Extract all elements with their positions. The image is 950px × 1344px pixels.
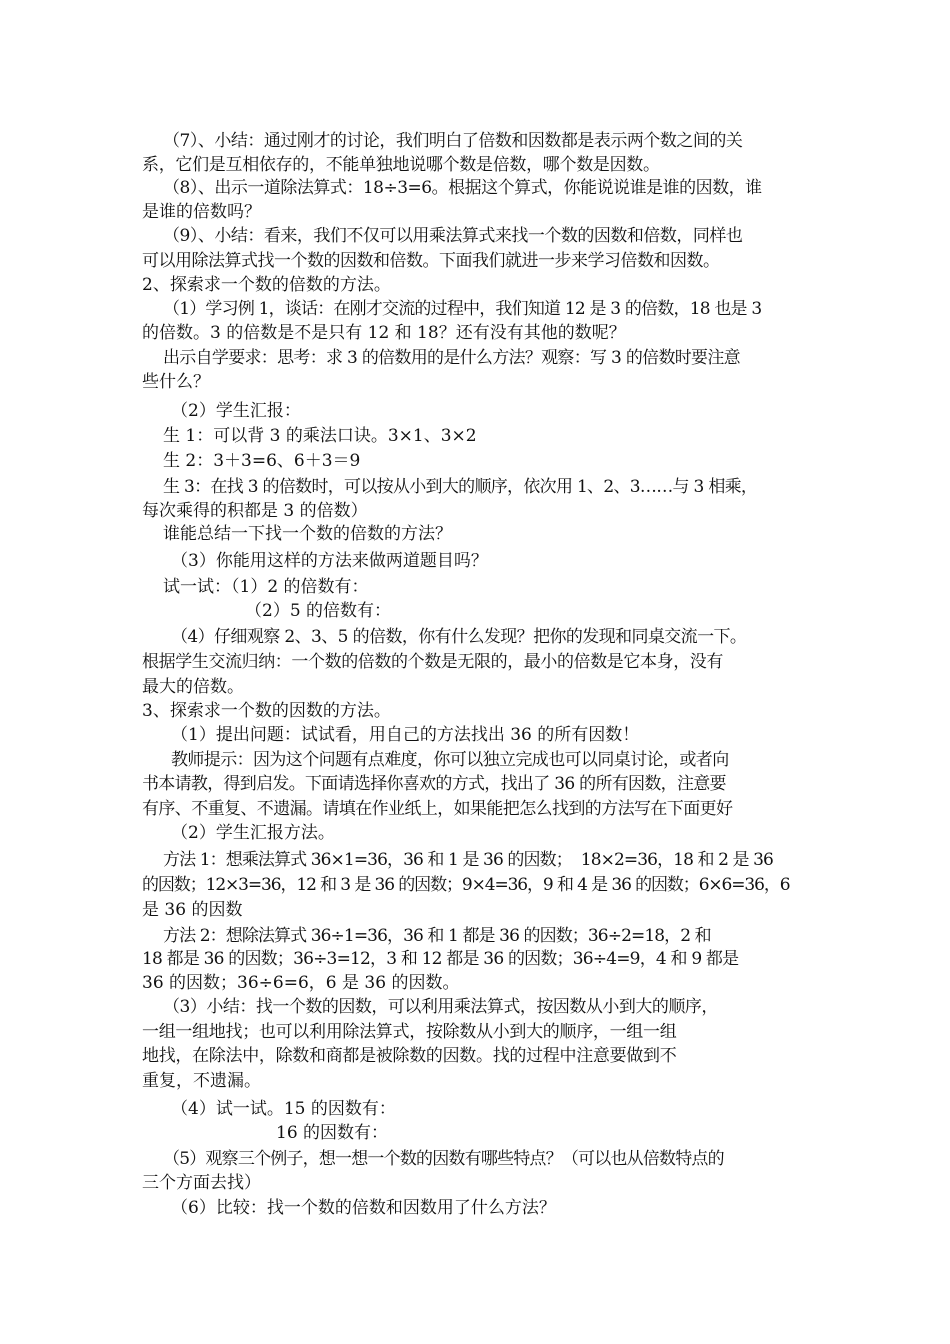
text-line: （4）仔细观察 2、3、5 的倍数，你有什么发现？把你的发现和同桌交流一下。 — [171, 627, 747, 647]
text-line: 每次乘得的积都是 3 的倍数） — [142, 501, 368, 521]
text-line: 方法 2：想除法算式 36÷1=36，36 和 1 都是 36 的因数；36÷2=18，2 和 — [163, 926, 711, 946]
text-line: 生 1：可以背 3 的乘法口诀。3×1、3×2 — [163, 426, 477, 446]
text-line: （4）试一试。15 的因数有： — [171, 1099, 396, 1119]
text-line: 的因数；12×3=36，12 和 3 是 36 的因数；9×4=36，9 和 4 是 36 的因数；6×6=36，6 — [142, 875, 790, 895]
text-line: （8）、出示一道除法算式：18÷3=6。根据这个算式，你能说说谁是谁的因数，谁 — [163, 178, 762, 198]
text-line: 是 36 的因数 — [142, 900, 243, 920]
text-line: （6）比较：找一个数的倍数和因数用了什么方法？ — [171, 1198, 556, 1218]
text-line: 36 的因数；36÷6=6，6 是 36 的因数。 — [142, 973, 460, 993]
text-line: 方法 1：想乘法算式 36×1=36，36 和 1 是 36 的因数； 18×2=36，18 和 2 是 36 — [163, 850, 773, 870]
text-line: 书本请教，得到启发。下面请选择你喜欢的方式，找出了 36 的所有因数，注意要 — [142, 774, 726, 794]
text-line: 根据学生交流归纳：一个数的倍数的个数是无限的，最小的倍数是它本身，没有 — [142, 652, 723, 672]
text-line: （2）学生汇报方法。 — [171, 823, 335, 843]
text-line: 最大的倍数。 — [142, 677, 244, 697]
text-line: 一组一组地找；也可以利用除法算式，按除数从小到大的顺序，一组一组 — [142, 1022, 677, 1042]
text-line: 出示自学要求：思考：求 3 的倍数用的是什么方法？观察：写 3 的倍数时要注意 — [163, 348, 740, 368]
text-line: 生 2：3＋3=6、6＋3＝9 — [163, 451, 361, 471]
text-line: （2）学生汇报： — [171, 401, 301, 421]
text-line: 三个方面去找） — [142, 1173, 261, 1193]
text-line: 系，它们是互相依存的，不能单独地说哪个数是倍数，哪个数是因数。 — [142, 155, 660, 175]
text-line: 试一试：（1）2 的倍数有： — [163, 577, 369, 597]
text-line: （3）你能用这样的方法来做两道题目吗？ — [171, 551, 488, 571]
text-line: 教师提示：因为这个问题有点难度，你可以独立完成也可以同桌讨论，或者向 — [171, 750, 729, 770]
text-line: （1）学习例 1，谈话：在刚才交流的过程中，我们知道 12 是 3 的倍数，18 也是 3 — [163, 299, 762, 319]
section-heading: 2、探索求一个数的倍数的方法。 — [142, 275, 391, 295]
text-line: 是谁的倍数吗？ — [142, 202, 261, 222]
text-line: 地找，在除法中，除数和商都是被除数的因数。找的过程中注意要做到不 — [142, 1046, 677, 1066]
text-line: 的倍数。3 的倍数是不是只有 12 和 18？还有没有其他的数呢？ — [142, 323, 626, 343]
text-line: （1）提出问题：试试看，用自己的方法找出 36 的所有因数！ — [171, 725, 640, 745]
text-line: （9）、小结：看来，我们不仅可以用乘法算式来找一个数的因数和倍数，同样也 — [163, 226, 743, 246]
text-line: 有序、不重复、不遗漏。请填在作业纸上，如果能把怎么找到的方法写在下面更好 — [142, 799, 733, 819]
text-line: （5）观察三个例子，想一想一个数的因数有哪些特点？（可以也从倍数特点的 — [163, 1149, 724, 1169]
text-line: 些什么？ — [142, 372, 210, 392]
text-line: 可以用除法算式找一个数的因数和倍数。下面我们就进一步来学习倍数和因数。 — [142, 251, 720, 271]
text-line: 16 的因数有： — [276, 1123, 389, 1143]
text-line: 生 3：在找 3 的倍数时，可以按从小到大的顺序，依次用 1、2、3……与 3 相乘， — [163, 477, 758, 497]
text-line: 重复，不遗漏。 — [142, 1071, 261, 1091]
text-line: （3）小结：找一个数的因数，可以利用乘法算式，按因数从小到大的顺序， — [163, 997, 718, 1017]
text-line: 18 都是 36 的因数；36÷3=12，3 和 12 都是 36 的因数；36÷4=9，4 和 9 都是 — [142, 949, 739, 969]
text-line: 谁能总结一下找一个数的倍数的方法？ — [163, 524, 452, 544]
section-heading: 3、探索求一个数的因数的方法。 — [142, 701, 391, 721]
text-line: （2）5 的倍数有： — [245, 601, 392, 621]
text-line: （7）、小结：通过刚才的讨论，我们明白了倍数和因数都是表示两个数之间的关 — [163, 131, 743, 151]
